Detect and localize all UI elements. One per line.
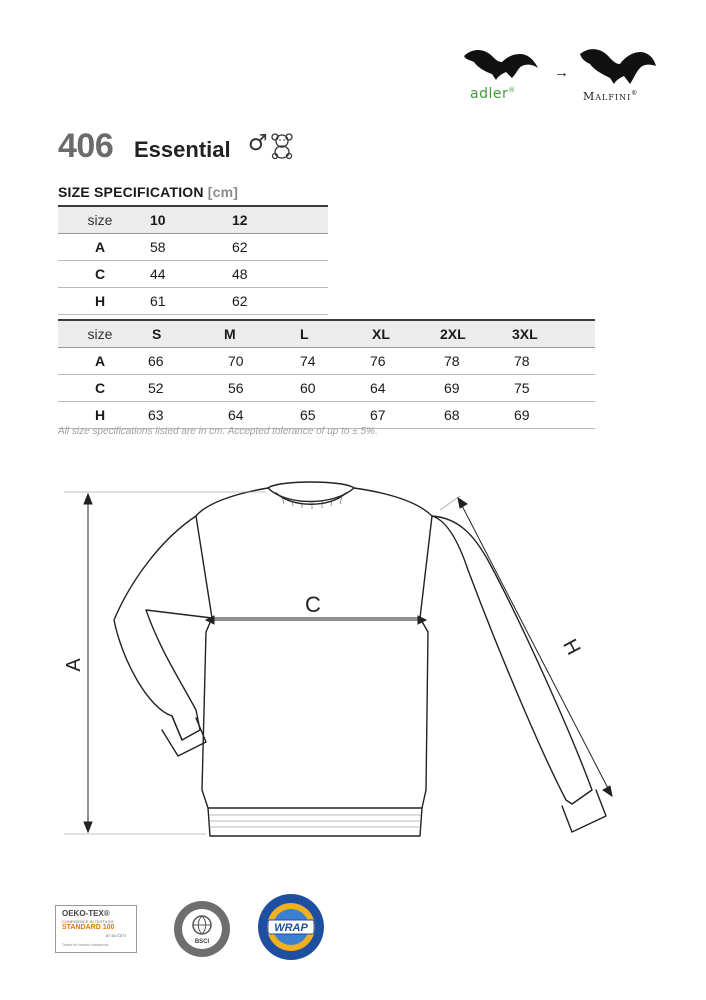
table-cell: 52 <box>142 375 222 402</box>
table-cell: 60 <box>294 375 364 402</box>
table-cell: 48 <box>224 261 328 288</box>
wrap-logo <box>256 892 326 962</box>
dimension-c-line <box>206 616 426 624</box>
table-header-row <box>58 320 595 348</box>
size-header-label: size <box>58 320 142 348</box>
table-cell: 62 <box>224 288 328 315</box>
dimension-a-label: A <box>63 658 85 672</box>
product-name: Essential <box>134 137 231 162</box>
row-label: C <box>58 261 142 288</box>
table-header-row <box>58 206 328 234</box>
waistband-ribbing <box>209 815 421 827</box>
dimension-a-line <box>64 492 266 834</box>
table-row <box>58 234 328 261</box>
table-cell: 78 <box>434 348 506 375</box>
table-cell: 62 <box>224 234 328 261</box>
size-header-cell: 12 <box>224 206 328 234</box>
row-label: H <box>58 288 142 315</box>
table-cell: 78 <box>506 348 595 375</box>
table-cell: 63 <box>142 402 222 429</box>
row-label: C <box>58 375 142 402</box>
dimension-c-label: C <box>305 592 321 617</box>
size-header-cell: M <box>222 320 294 348</box>
table-row <box>58 288 328 315</box>
table-cell: 56 <box>222 375 294 402</box>
adult-size-table <box>58 319 595 429</box>
dimension-h-line <box>440 496 612 796</box>
table-cell: 76 <box>364 348 434 375</box>
size-header-cell: 3XL <box>506 320 595 348</box>
size-header-cell: S <box>142 320 222 348</box>
table-cell: 64 <box>222 402 294 429</box>
adler-eagle-icon <box>462 44 542 88</box>
size-header-cell: 10 <box>142 206 224 234</box>
table-cell: 68 <box>434 402 506 429</box>
row-label: A <box>58 348 142 375</box>
oeko-tex-logo: OEKO-TEX® CONFIDENCE IN TEXTILES STANDARD 100 87.50 ČETI Tested for harmful substances <box>55 905 137 953</box>
row-label: A <box>58 234 142 261</box>
malfini-logo-text: Malfini® <box>583 90 639 103</box>
table-cell: 58 <box>142 234 224 261</box>
table-cell: 74 <box>294 348 364 375</box>
row-label: H <box>58 402 142 429</box>
bsci-logo <box>172 899 232 959</box>
size-spec-heading: SIZE SPECIFICATION [cm] <box>58 184 239 200</box>
sweatshirt-diagram <box>0 460 706 860</box>
product-number: 406 <box>58 127 114 165</box>
table-cell: 64 <box>364 375 434 402</box>
table-row <box>58 261 328 288</box>
size-header-cell: XL <box>364 320 434 348</box>
arrow-right-icon: → <box>554 64 569 81</box>
kids-size-table <box>58 205 328 315</box>
table-row <box>58 348 595 375</box>
table-cell: 61 <box>142 288 224 315</box>
table-cell: 75 <box>506 375 595 402</box>
teddy-bear-icon <box>270 133 294 159</box>
table-cell: 44 <box>142 261 224 288</box>
malfini-eagle-icon <box>578 44 658 92</box>
dimension-h-label: H <box>558 635 585 659</box>
size-header-cell: L <box>294 320 364 348</box>
size-header-label: size <box>58 206 142 234</box>
table-cell: 69 <box>506 402 595 429</box>
table-row <box>58 402 595 429</box>
svg-text:WRAP: WRAP <box>274 922 308 934</box>
adler-logo-text: adler® <box>470 86 516 102</box>
table-cell: 69 <box>434 375 506 402</box>
table-cell: 67 <box>364 402 434 429</box>
male-icon: ♂ <box>248 131 268 156</box>
table-cell: 65 <box>294 402 364 429</box>
svg-text:BSCI: BSCI <box>194 939 210 945</box>
sweatshirt-outline <box>114 482 606 836</box>
table-cell: 70 <box>222 348 294 375</box>
table-cell: 66 <box>142 348 222 375</box>
table-row <box>58 375 595 402</box>
tolerance-note: All size specifications listed are in cm. Accepted tolerance of up to ± 5%. <box>58 426 378 437</box>
size-header-cell: 2XL <box>434 320 506 348</box>
